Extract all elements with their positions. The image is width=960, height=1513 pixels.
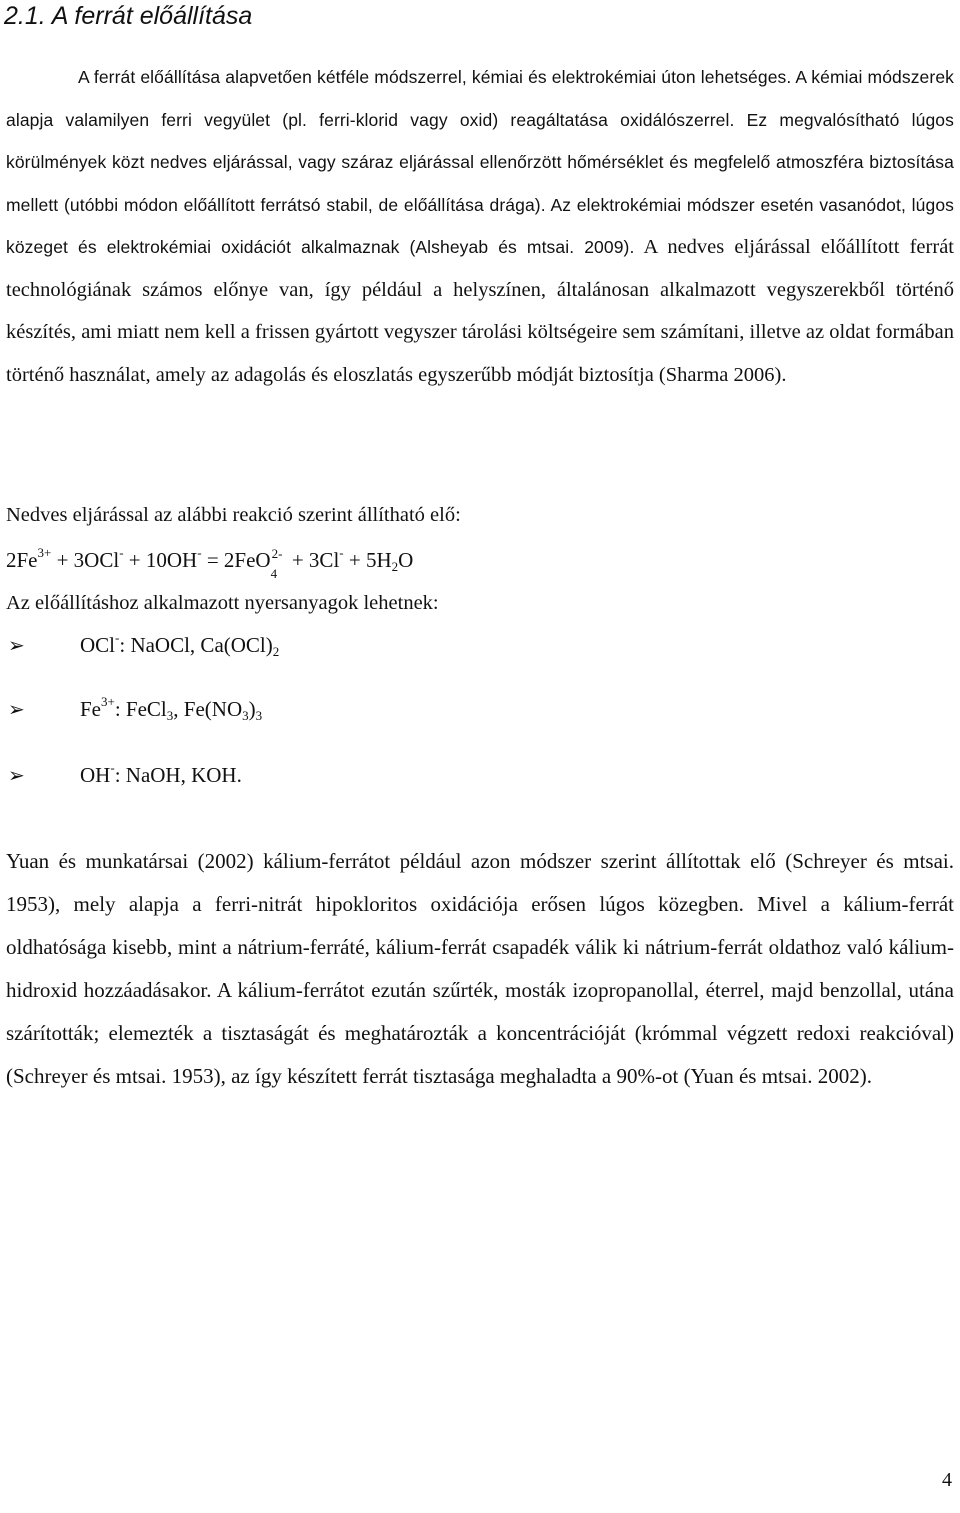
item-text: OCl <box>80 633 116 657</box>
eq-subscript: 4 <box>270 566 278 581</box>
reaction-equation <box>6 545 414 581</box>
item-subscript: 3 <box>255 708 263 723</box>
item-text: : NaOCl, Ca(OCl) <box>119 633 273 657</box>
item-text: Fe <box>80 697 101 721</box>
arrow-bullet-icon: ➢ <box>8 633 25 657</box>
eq-supsub <box>270 546 287 581</box>
item-text: OH <box>80 763 111 787</box>
eq-superscript: - <box>339 545 344 560</box>
item-superscript: 3+ <box>101 694 115 709</box>
reaction-intro: Nedves eljárással az alábbi reakció szerint állítható elő: <box>6 504 461 526</box>
item-superscript: - <box>110 760 115 775</box>
eq-superscript: 2- <box>271 546 283 561</box>
eq-term: + 3OCl <box>51 548 120 572</box>
eq-term: = 2FeO <box>201 548 271 572</box>
item-subscript: 3 <box>166 708 174 723</box>
eq-subscript: 2 <box>391 559 399 574</box>
arrow-bullet-icon: ➢ <box>8 763 25 787</box>
item-text: , Fe(NO <box>173 697 243 721</box>
paragraph-part-sans: A ferrát előállítása alapvetően kétféle módszerrel, kémiai és elektrokémiai úton lehetséges. A kémiai módszerek alapja valamilyen ferri vegyület (pl. ferri-klorid vagy oxid) reagáltatása oxidálószerrel. Ez megvalósítható lúgos körülmények közt nedves eljárással, vagy száraz eljárással ellenőrzött hőmérséklet és megfelelő atmoszféra biztosítása mellett (utóbbi módon előállított ferrátsó stabil, de előállítása drága). Az elektrokémiai módszer esetén vasanódot, lúgos közeget és elektrokémiai oxidációt alkalmaznak (Alsheyab és mtsai. 2009). <box>6 67 954 257</box>
page-number: 4 <box>942 1469 952 1491</box>
eq-term: + 3Cl <box>286 548 340 572</box>
eq-term: + 5H <box>343 548 392 572</box>
eq-term: 2Fe <box>6 548 38 572</box>
item-superscript: - <box>115 630 120 645</box>
item-subscript: 3 <box>242 708 249 723</box>
item-text: ) <box>248 697 256 721</box>
paragraph-part-serif: A nedves eljárással előállított ferrát technológiának számos előnye van, így például a helyszínen, általánosan alkalmazott vegyszerekből történő készítés, ami miatt nem kell a frissen gyártott vegyszer tárolási költségeire sem számítani, illetve az oldat formában történő használat, amely az adagolás és eloszlatás egyszerűbb módját biztosítja (Sharma 2006). <box>6 236 954 386</box>
item-subscript: 2 <box>272 644 280 659</box>
paragraph-production-methods <box>6 56 954 396</box>
item-text: : NaOH, KOH. <box>114 763 242 787</box>
eq-superscript: - <box>119 545 124 560</box>
arrow-bullet-icon: ➢ <box>8 697 25 721</box>
eq-term: O <box>398 548 414 572</box>
list-item <box>8 694 262 724</box>
item-text: : FeCl <box>114 697 167 721</box>
list-item <box>8 630 279 660</box>
eq-superscript: - <box>197 545 202 560</box>
paragraph-potassium-ferrate: Yuan és munkatársai (2002) kálium-ferrátot például azon módszer szerint állítottak elő (Schreyer és mtsai. 1953), mely alapja a ferri-nitrát hipokloritos oxidációja erősen lúgos közegben. Mivel a kálium-ferrát oldhatósága kisebb, mint a nátrium-ferráté, kálium-ferrát csapadék válik ki nátrium-ferrát oldathoz való kálium-hidroxid hozzáadásakor. A kálium-ferrátot ezután szűrték, mosták izopropanollal, éterrel, majd benzollal, utána szárították; elemezték a tisztaságát és meghatározták a koncentrációját (krómmal végzett redoxi reakcióval) (Schreyer és mtsai. 1953), az így készített ferrát tisztasága meghaladta a 90%-ot (Yuan és mtsai. 2002). <box>6 849 954 1088</box>
list-item <box>8 760 242 790</box>
eq-superscript: 3+ <box>37 545 52 560</box>
materials-intro: Az előállításhoz alkalmazott nyersanyagok lehetnek: <box>6 592 439 614</box>
eq-term: + 10OH <box>123 548 198 572</box>
section-heading: 2.1. A ferrát előállítása <box>4 2 253 30</box>
